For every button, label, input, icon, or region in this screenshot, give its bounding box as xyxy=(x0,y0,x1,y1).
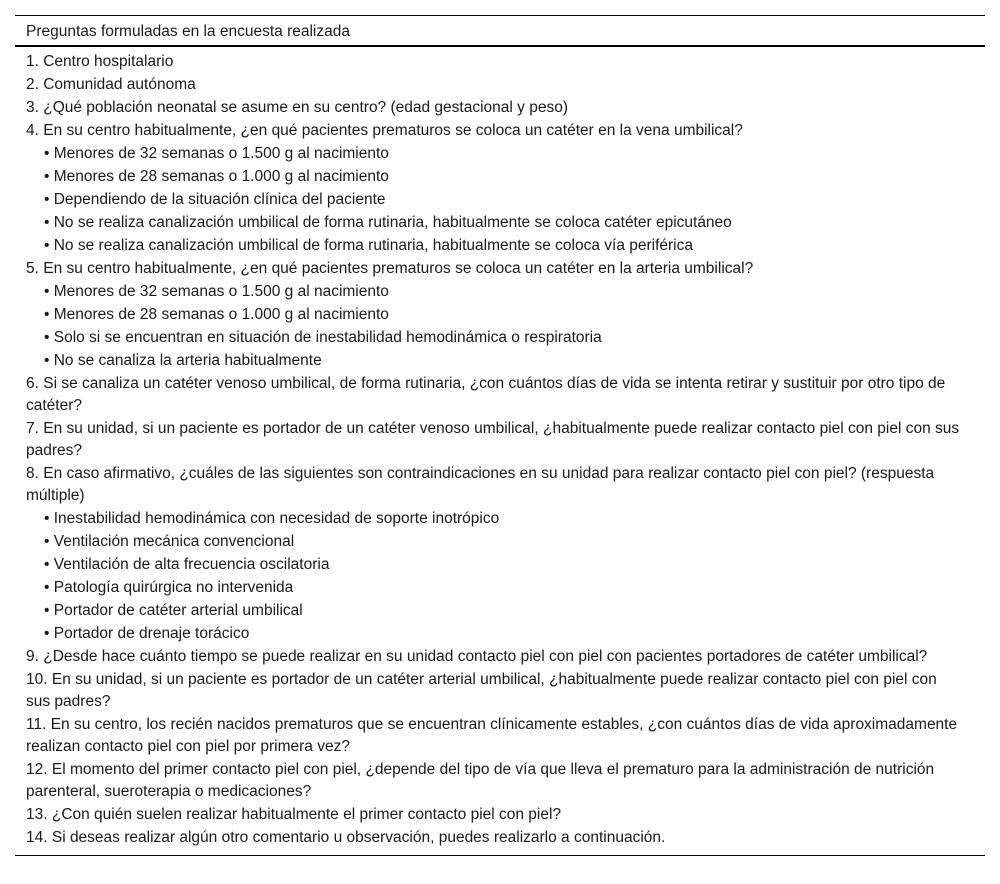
table-bottom-rule xyxy=(15,855,985,856)
table-row: 14. Si deseas realizar algún otro comentario u observación, puedes realizarlo a continuación. xyxy=(26,829,666,846)
table-row-option: • Menores de 28 semanas o 1.000 g al nacimiento xyxy=(44,306,389,323)
table-row: 8. En caso afirmativo, ¿cuáles de las siguientes son contraindicaciones en su unidad para realizar contacto piel con piel? (respuesta múltiple) xyxy=(26,464,935,504)
table-row: 7. En su unidad, si un paciente es portador de un catéter venoso umbilical, ¿habitualmente puede realizar contacto piel con piel con sus padres? xyxy=(26,419,960,459)
table-row-option: • Portador de drenaje torácico xyxy=(44,625,250,642)
table-row-option: • Dependiendo de la situación clínica del paciente xyxy=(44,191,386,208)
table-row: 4. En su centro habitualmente, ¿en qué pacientes prematuros se coloca un catéter en la vena umbilical? xyxy=(26,122,743,139)
table-row-option: • No se realiza canalización umbilical de forma rutinaria, habitualmente se coloca catéter epicutáneo xyxy=(44,214,732,231)
table-row: 3. ¿Qué población neonatal se asume en su centro? (edad gestacional y peso) xyxy=(26,99,568,116)
table-row-option: • Solo si se encuentran en situación de inestabilidad hemodinámica o respiratoria xyxy=(44,329,602,346)
table-row-option: • Ventilación mecánica convencional xyxy=(44,533,295,550)
table-row: 1. Centro hospitalario xyxy=(26,53,174,70)
table-row: 5. En su centro habitualmente, ¿en qué pacientes prematuros se coloca un catéter en la arteria umbilical? xyxy=(26,260,754,277)
table-row: 12. El momento del primer contacto piel con piel, ¿depende del tipo de vía que lleva el prematuro para la administración de nutrición parenteral, sueroterapia o medicaciones? xyxy=(26,760,935,800)
table-row: 11. En su centro, los recién nacidos prematuros que se encuentran clínicamente estables, ¿con cuántos días de vida aproximadamente realizan contacto piel con piel por primera vez? xyxy=(26,715,958,755)
table-row-option: • No se realiza canalización umbilical de forma rutinaria, habitualmente se coloca vía periférica xyxy=(44,237,693,254)
table-row: 10. En su unidad, si un paciente es portador de un catéter arterial umbilical, ¿habitualmente puede realizar contacto piel con piel con sus padres? xyxy=(26,670,937,710)
table-row-option: • Portador de catéter arterial umbilical xyxy=(44,602,303,619)
table-body xyxy=(15,47,985,855)
table-row-option: • No se canaliza la arteria habitualmente xyxy=(44,352,322,369)
table-row: 9. ¿Desde hace cuánto tiempo se puede realizar en su unidad contacto piel con piel con pacientes portadores de catéter umbilical? xyxy=(26,647,928,665)
table-row-option: • Menores de 32 semanas o 1.500 g al nacimiento xyxy=(44,283,389,300)
survey-questions-table xyxy=(15,15,985,856)
table-row-option: • Menores de 32 semanas o 1.500 g al nacimiento xyxy=(44,145,389,162)
table-row: 6. Si se canaliza un catéter venoso umbilical, de forma rutinaria, ¿con cuántos días de vida se intenta retirar y sustituir por otro tipo de catéter? xyxy=(26,374,946,414)
table-row-option: • Inestabilidad hemodinámica con necesidad de soporte inotrópico xyxy=(44,510,500,527)
table-header: Preguntas formuladas en la encuesta realizada xyxy=(15,16,985,47)
table-row: 13. ¿Con quién suelen realizar habitualmente el primer contacto piel con piel? xyxy=(26,806,562,823)
table-row-option: • Patología quirúrgica no intervenida xyxy=(44,579,294,596)
table-row-option: • Ventilación de alta frecuencia oscilatoria xyxy=(44,556,330,573)
table-row-option: • Menores de 28 semanas o 1.000 g al nacimiento xyxy=(44,168,389,185)
table-row: 2. Comunidad autónoma xyxy=(26,76,196,93)
